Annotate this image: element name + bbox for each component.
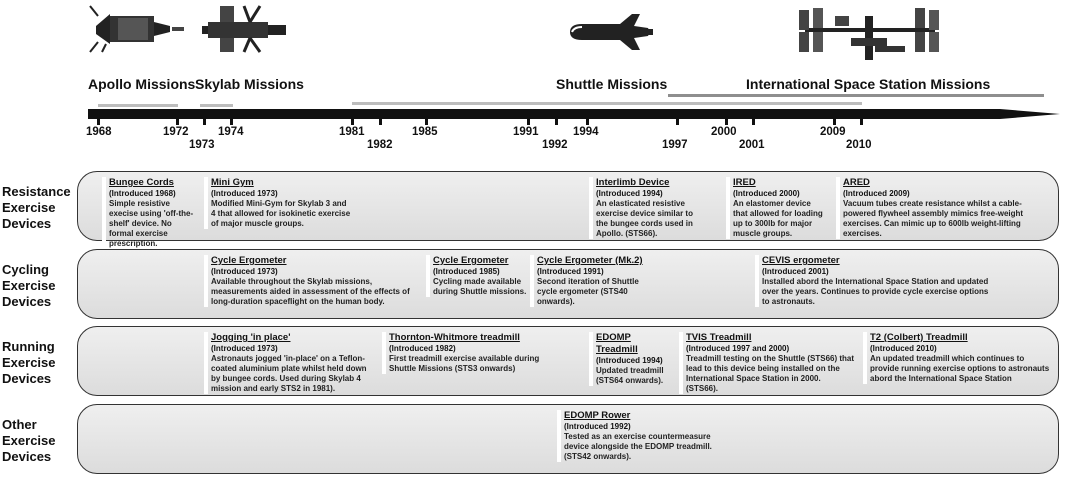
entry-desc: Second iteration of Shuttle cycle ergometer (STS40 onwards).: [537, 277, 639, 306]
year-1972: 1972: [163, 126, 189, 138]
entry-title: T2 (Colbert) Treadmill: [870, 332, 968, 343]
tick-1982: [379, 117, 382, 125]
entry-title: EDOMP Treadmill: [596, 332, 638, 355]
entry-ired: [733, 177, 827, 239]
entry-ared: [843, 177, 1033, 239]
tick-2010: [860, 117, 863, 125]
entry-intro: (Introduced 1973): [211, 344, 278, 353]
entry-title: Cycle Ergometer (Mk.2): [537, 255, 643, 266]
tick-1985: [425, 117, 428, 125]
entry-cycle-ergometer-1985: [433, 255, 529, 297]
timeline-axis: [0, 107, 1065, 121]
tick-1992: [555, 117, 558, 125]
year-2009: 2009: [820, 126, 846, 138]
entry-intro: (Introduced 1973): [211, 189, 278, 198]
entry-intro: (Introduced 1994): [596, 189, 663, 198]
year-1991: 1991: [513, 126, 539, 138]
year-1992: 1992: [542, 139, 568, 151]
year-2001: 2001: [739, 139, 765, 151]
entry-intro: (Introduced 1982): [389, 344, 456, 353]
entry-desc: An updated treadmill which continues to provide running exercise options to astronauts abord the International Space Station: [870, 354, 1050, 383]
entry-cycle-ergometer-mk2: [537, 255, 659, 307]
entry-title: ARED: [843, 177, 870, 188]
entry-intro: (Introduced 2009): [843, 189, 910, 198]
entry-desc: First treadmill exercise available during Shuttle Missions (STS3 onwards): [389, 354, 540, 373]
entry-desc: Astronauts jogged 'in-place' on a Teflon-coated aluminium plate whilst held down by bungee cords. Used during Skylab 4 mission and early STS2 in 1981).: [211, 354, 367, 393]
year-1973: 1973: [189, 139, 215, 151]
entry-title: Bungee Cords: [109, 177, 174, 188]
entry-title: Cycle Ergometer: [211, 255, 287, 266]
entry-intro: (Introduced 1994): [596, 356, 663, 365]
entry-bungee-cords: [109, 177, 197, 249]
skylab-station-icon: [200, 4, 290, 54]
entry-title: CEVIS ergometer: [762, 255, 840, 266]
entry-desc: Updated treadmill (STS64 onwards).: [596, 366, 664, 385]
entry-title: Mini Gym: [211, 177, 254, 188]
category-label-other: Other Exercise Devices: [2, 417, 56, 464]
tick-2001: [752, 117, 755, 125]
entry-desc: Modified Mini-Gym for Skylab 3 and 4 that allowed for isokinetic exercise of major muscle groups.: [211, 199, 351, 228]
entry-tvis-treadmill: [686, 332, 854, 394]
entry-title: EDOMP Rower: [564, 410, 631, 421]
entry-desc: Cycling made available during Shuttle missions.: [433, 277, 527, 296]
entry-intro: (Introduced 2001): [762, 267, 829, 276]
category-label-resistance: Resistance Exercise Devices: [2, 184, 71, 231]
entry-title: Interlimb Device: [596, 177, 670, 188]
year-1968: 1968: [86, 126, 112, 138]
tick-1968: [97, 117, 100, 125]
year-2000: 2000: [711, 126, 737, 138]
space-shuttle-icon: [560, 12, 655, 52]
year-1997: 1997: [662, 139, 688, 151]
entry-interlimb-device: [596, 177, 696, 239]
entry-title: Cycle Ergometer: [433, 255, 509, 266]
entry-mini-gym: [211, 177, 351, 229]
entry-intro: (Introduced 1973): [211, 267, 278, 276]
iss-station-icon: [795, 2, 945, 66]
mission-label-shuttle: Shuttle Missions: [556, 76, 668, 92]
entry-edomp-rower: [564, 410, 714, 462]
year-1982: 1982: [367, 139, 393, 151]
entry-desc: Installed abord the International Space Station and updated over the years. Continues to provide cycle exercise options to astronauts.: [762, 277, 989, 306]
entry-desc: Tested as an exercise countermeasure device alongside the EDOMP treadmill. (STS42 onwards).: [564, 432, 712, 461]
entry-title: Jogging 'in place': [211, 332, 291, 343]
entry-intro: (Introduced 1997 and 2000): [686, 344, 790, 353]
entry-cycle-ergometer-1973: [211, 255, 411, 307]
entry-title: TVIS Treadmill: [686, 332, 752, 343]
shuttle-span-bar: [352, 102, 862, 105]
entry-desc: Simple resistive execise using 'off-the-shelf' device. No formal exercise prescription.: [109, 199, 194, 248]
entry-desc: Available throughout the Skylab missions, measurements aided in assessment of the effects of long-duration spaceflight on the human body.: [211, 277, 410, 306]
mission-label-skylab: Skylab Missions: [195, 76, 304, 92]
entry-desc: Vacuum tubes create resistance whilst a cable-powered flywheel assembly mimics free-weight exercises. Can mimic up to 600lb weight-lifting exercises.: [843, 199, 1024, 238]
entry-intro: (Introduced 1968): [109, 189, 176, 198]
entry-intro: (Introduced 1991): [537, 267, 604, 276]
tick-1991: [527, 117, 530, 125]
entry-cevis-ergometer: [762, 255, 998, 307]
category-label-cycling: Cycling Exercise Devices: [2, 262, 56, 309]
entry-intro: (Introduced 2010): [870, 344, 937, 353]
year-1981: 1981: [339, 126, 365, 138]
entry-desc: An elastomer device that allowed for loading up to 300lb for major muscle groups.: [733, 199, 823, 238]
mission-label-apollo: Apollo Missions: [88, 76, 196, 92]
iss-span-bar: [668, 94, 1044, 97]
tick-1972: [176, 117, 179, 125]
entry-intro: (Introduced 2000): [733, 189, 800, 198]
year-2010: 2010: [846, 139, 872, 151]
tick-1974: [230, 117, 233, 125]
entry-desc: An elasticated resistive exercise device similar to the bungee cords used in Apollo. (STS66).: [596, 199, 693, 238]
entry-thornton-whitmore-treadmill: [389, 332, 559, 374]
tick-2000: [725, 117, 728, 125]
tick-1981: [351, 117, 354, 125]
tick-2009: [833, 117, 836, 125]
year-1985: 1985: [412, 126, 438, 138]
entry-title: IRED: [733, 177, 756, 188]
mission-label-iss: International Space Station Missions: [746, 76, 991, 92]
entry-t2-colbert-treadmill: [870, 332, 1050, 384]
tick-1997: [676, 117, 679, 125]
entry-title: Thornton-Whitmore treadmill: [389, 332, 520, 343]
entry-desc: Treadmill testing on the Shuttle (STS66) that lead to this device being installed on the International Space Station in 2000. (STS66).: [686, 354, 855, 393]
tick-1994: [586, 117, 589, 125]
year-1994: 1994: [573, 126, 599, 138]
entry-edomp-treadmill: [596, 332, 670, 386]
entry-intro: (Introduced 1985): [433, 267, 500, 276]
entry-jogging-in-place: [211, 332, 371, 394]
category-label-running: Running Exercise Devices: [2, 339, 56, 386]
year-1974: 1974: [218, 126, 244, 138]
tick-1973: [203, 117, 206, 125]
entry-intro: (Introduced 1992): [564, 422, 631, 431]
apollo-spacecraft-icon: [88, 4, 188, 54]
